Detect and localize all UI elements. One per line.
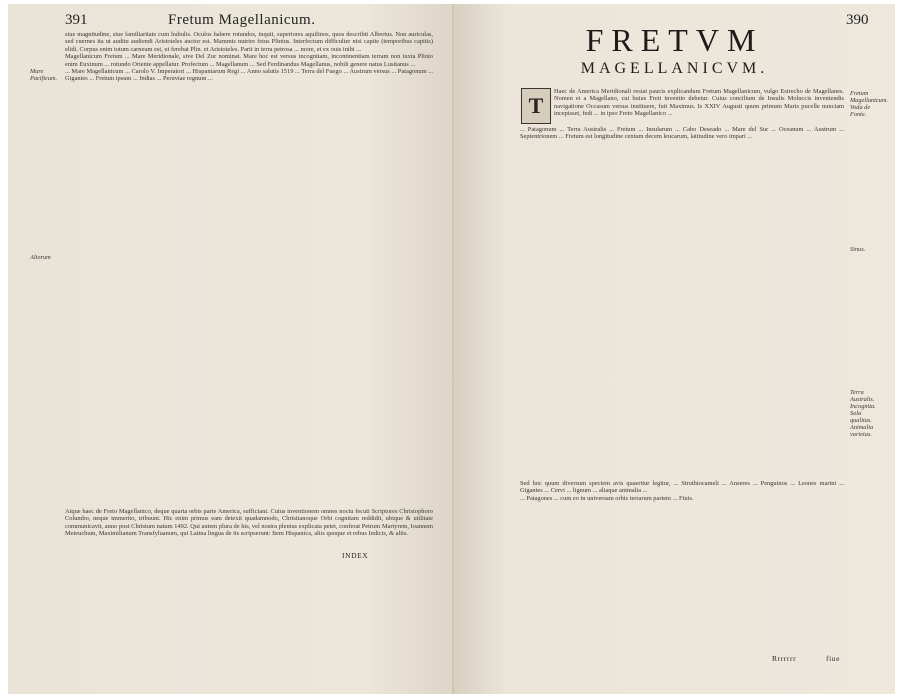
catchword-index: INDEX: [342, 551, 369, 560]
running-title: Fretum Magellanicum.: [168, 12, 316, 28]
right-text-lower: [520, 480, 844, 650]
page-number-right: 390: [846, 12, 869, 28]
right-paragraph: ... Patagonum ... Terra Australis ... Fretum ... Insularum ... Cabo Deseado ... Mare del Sur ... Oceanum ... Austrum ... Septentrionem ... Fretum est longitudine centum decem leucarum, latitudine vero impari ...: [520, 126, 844, 141]
left-paragraph: siue magnitudine, siue familiaritate cum hubulis. Oculos habere rotundos, inquit, superiores aquilinos, quos describit Albertus. Non auriculas, sed cuernes ita ut auditu audiendi Aristoteles auctor est. Mammis nutrire fetus Plinius. Interfectum difficulter nisi capite (temporibus capitis) elidi. Corpus enim totum carneum est, ut ferebat Plin. et Aristoteles. Parit in terra petrosa ... more, et ex ouis inibi ...: [65, 31, 433, 53]
left-final-paragraph: [65, 508, 433, 560]
right-opening-text: [554, 88, 844, 124]
margin-gloss-aliorum: Aliorum: [30, 254, 51, 261]
catchword-signature: Rrrrrrr: [772, 654, 797, 663]
margin-gloss-mare-pacificum: Mare Pacificum.: [30, 68, 58, 82]
left-paragraph: ... Mare Magellanicum ... Carolo V. Imperatori ... Hispaniarum Regi ... Anno salutis 1519 ... Terra del Fuego ... Austrum versus ... Patagonum ... Gigantes ... Fretum ipsum ... Indias ... Peruviae regnum ...: [65, 68, 433, 83]
catchword-next: fiue: [826, 654, 841, 663]
margin-gloss-fretum: Fretum Magellanicum. Voda de Fonte.: [850, 90, 888, 118]
right-paragraph: Haec de America Meridionali restat paucis explicandum Fretum Magellanicum, vulgo Estrecho de Magellanes. Nomen ei a Magellano, cui huius Freti inventio debetur. Cuius concilium de Insulis Moluccis inveniendis navigatione Occasum versus instituere, fuit Maximus. Is XXIV Augusti quum primum Maris pucelle nunciam incepisset, fedi ... in ipso Freto Magellanico ...: [554, 88, 844, 118]
right-paragraph: Sed hoc quum diversum speciem avis quaeritur legitur, ... Struthiocameli ... Anseres ... Penguinos ... Leones marini ... Gigantes ... Cervi ... lignum ... aliaque animalia ...: [520, 480, 844, 495]
left-paragraph: Magellanicum Fretum ... Mare Meridionale, sive Del Zur nominat. Mare hoc est versus incognitam, incontinentiam terram non iuxta Plinio enim Euxinum ... rotundo Oriente appellatur. Profectum ... Magellanum ... Sed Ferdinandus Magellanus, nobili genere natus Lusitanus ...: [65, 53, 433, 68]
left-text-column: [65, 31, 433, 506]
right-text-column: [520, 126, 844, 476]
right-paragraph: ... Patagones ... cum eo in universam orbis terrarum partem ... Finis.: [520, 494, 694, 502]
book-spread: [8, 4, 895, 694]
left-page: [8, 4, 454, 694]
margin-gloss-terra-australis: Terra Australis. Incognita. Sola qualitas. Animalia varietas.: [850, 389, 876, 438]
chapter-title: FRETVM: [585, 22, 764, 58]
left-paragraph: Atque haec de Freto Magellanico, deque quarta orbis parte America, sufficiant. Cuius inventionem omnes noctu fecuti Scriptores Christophoro Columbo, neque immerito, tribuunt. Hic enim primus eam detexit quadamnodo, Christianoque Orbi cognitam reddidit, ubique & utilitate communicavit, anno post Christum natum 1492. Qui autem plura de his, vel nostra plenius explicata petet, conferat Petrum Martyrem, Ioannem Meteuchum, Maximilianum Transfyluanum, qui Latina lingua de iis scripserunt: Item Hispanica, aliis quoque et rebus Indicis, & aliis.: [65, 508, 433, 538]
chapter-subtitle: MAGELLANICVM.: [580, 60, 769, 77]
page-number-left: 391: [65, 12, 88, 28]
right-page: [454, 4, 895, 694]
margin-gloss-sinus: Sinus.: [850, 246, 866, 253]
decorated-initial: T: [521, 88, 551, 124]
